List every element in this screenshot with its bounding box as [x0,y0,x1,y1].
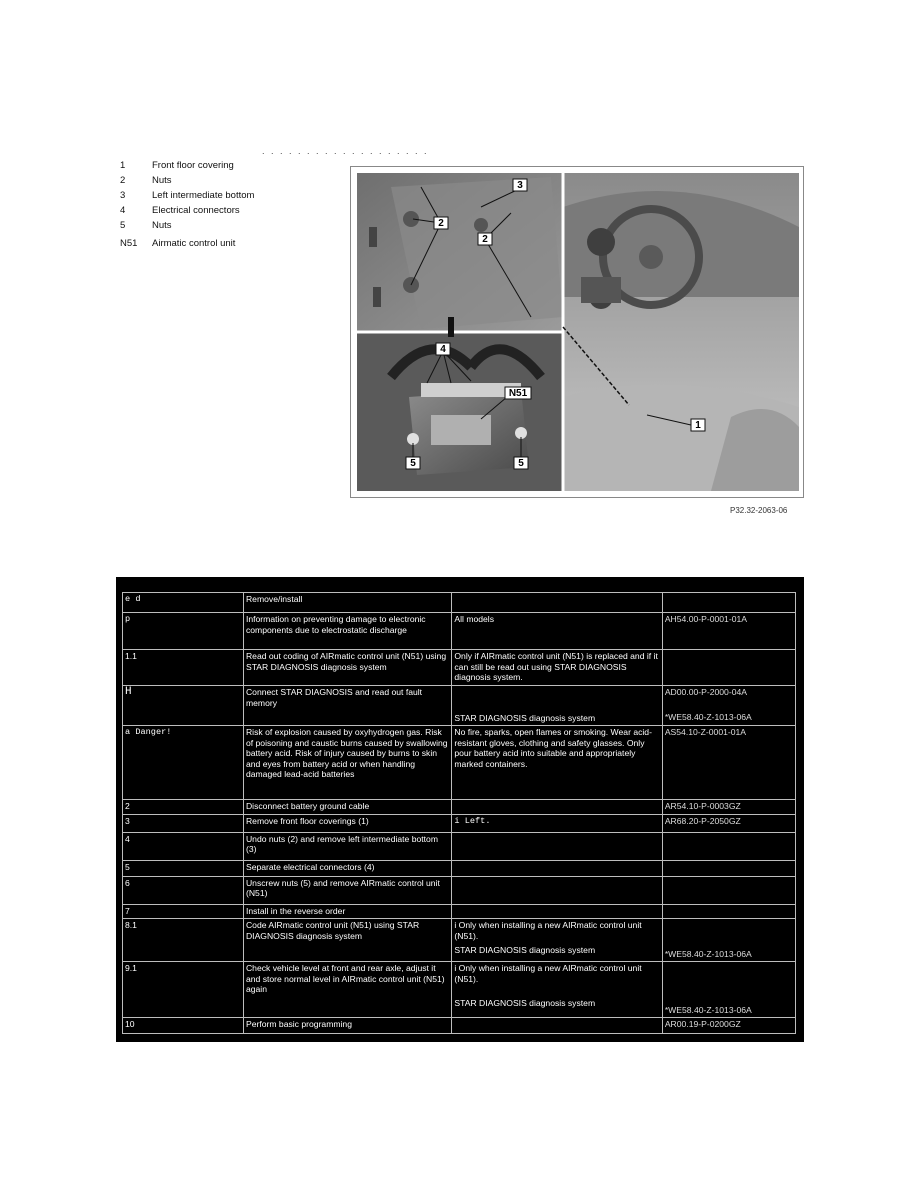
reference-link[interactable]: AH54.00-P-0001-01A [662,613,795,650]
procedure-table [122,592,796,1034]
note-cell [452,832,662,860]
table-row [123,832,796,860]
note-cell [452,876,662,904]
table-row [123,860,796,876]
step-cell: 1.1 [123,650,244,686]
note-cell [452,919,662,962]
reference-cell [662,876,795,904]
table-row [123,650,796,686]
warning-cell: a Danger! [123,726,244,800]
legend-item [120,236,254,251]
table-row [123,1018,796,1034]
table-row [123,919,796,962]
callout-2: 2 [438,218,444,229]
reference-cell [662,860,795,876]
note-cell [452,800,662,815]
action-cell: Undo nuts (2) and remove left intermediate bottom (3) [243,832,451,860]
note-cell: All models [452,613,662,650]
action-cell: Code AIRmatic control unit (N51) using STAR DIAGNOSIS diagnosis system [243,919,451,962]
callout-3: 3 [517,180,523,191]
table-row [123,686,796,726]
note-cell: Only if AIRmatic control unit (N51) is replaced and if it can still be read out using STAR DIAGNOSIS diagnosis system. [452,650,662,686]
action-cell: Remove front floor coverings (1) [243,814,451,832]
action-cell: Separate electrical connectors (4) [243,860,451,876]
table-row [123,613,796,650]
legend-label: Front floor covering [152,160,234,171]
callout-5: 5 [410,458,416,469]
reference-link[interactable]: AR00.19-P-0200GZ [662,1018,795,1034]
reference-cell [662,593,795,613]
callout-n51: N51 [508,388,528,399]
note-text: i Only when installing a new AIRmatic control unit (N51). [454,963,642,984]
note-text: STAR DIAGNOSIS diagnosis system [454,998,596,1008]
step-cell: 2 [123,800,244,815]
table-row [123,726,796,800]
action-cell: Unscrew nuts (5) and remove AIRmatic control unit (N51) [243,876,451,904]
note-text: i Only when installing a new AIRmatic control unit (N51). [454,920,642,941]
legend-item [120,158,254,173]
action-cell: Remove/install [243,593,451,613]
step-cell: 8.1 [123,919,244,962]
header-dotted-line: . . . . . . . . . . . . . . . . . . . [262,146,429,156]
reference-cell [662,904,795,919]
note-cell [452,1018,662,1034]
legend-label: Electrical connectors [152,205,240,216]
step-cell: 4 [123,832,244,860]
figure-callouts [351,167,803,497]
table-row [123,814,796,832]
step-cell: 10 [123,1018,244,1034]
legend-num: 5 [120,220,126,231]
action-cell: Perform basic programming [243,1018,451,1034]
reference-link[interactable]: *WE58.40-Z-1013-06A [662,962,795,1018]
note-cell [452,593,662,613]
note-cell: STAR DIAGNOSIS diagnosis system [452,686,662,726]
callout-1: 1 [695,420,701,431]
table-row [123,962,796,1018]
reference-link[interactable]: AS54.10-Z-0001-01A [662,726,795,800]
legend-num: 3 [120,190,126,201]
procedure-table-panel [116,577,804,1042]
legend-num: 1 [120,160,126,171]
step-cell: 5 [123,860,244,876]
legend-num: N51 [120,238,138,249]
step-cell: p [123,613,244,650]
note-text: STAR DIAGNOSIS diagnosis system [454,945,596,955]
step-cell: 9.1 [123,962,244,1018]
action-cell: Connect STAR DIAGNOSIS and read out fault memory [243,686,451,726]
table-row [123,904,796,919]
legend-label: Nuts [152,175,172,186]
note-cell [452,962,662,1018]
step-cell: e d [123,593,244,613]
step-cell: 6 [123,876,244,904]
legend-item [120,188,254,203]
reference-cell [662,832,795,860]
step-cell: 3 [123,814,244,832]
action-cell: Information on preventing damage to electronic components due to electrostatic discharge [243,613,451,650]
reference-link[interactable]: AD00.00-P-2000-04A [664,687,747,697]
step-cell: H [123,686,244,726]
action-cell: Risk of explosion caused by oxyhydrogen gas. Risk of poisoning and caustic burns caused by swallowing battery acid. Risk of injury caused by burns to skin and eyes from battery acid or when handling damaged lead-acid batteries [243,726,451,800]
callout-2: 2 [482,234,488,245]
reference-link[interactable]: AR54.10-P-0003GZ [662,800,795,815]
action-cell: Check vehicle level at front and rear axle, adjust it and store normal level in AIRmatic control unit (N51) again [243,962,451,1018]
reference-cell [662,650,795,686]
figure-code: P32.32-2063-06 [730,506,788,515]
reference-link[interactable]: *WE58.40-Z-1013-06A [662,919,795,962]
installation-figure [350,166,804,498]
reference-link[interactable]: *WE58.40-Z-1013-06A [664,711,752,722]
table-row [123,800,796,815]
reference-link[interactable]: AR68.20-P-2050GZ [662,814,795,832]
step-cell: 7 [123,904,244,919]
legend-label: Airmatic control unit [152,238,236,249]
reference-cell [662,686,795,726]
callout-4: 4 [440,344,446,355]
note-cell [452,904,662,919]
legend-item [120,203,254,218]
note-cell [452,860,662,876]
action-cell: Read out coding of AIRmatic control unit (N51) using STAR DIAGNOSIS diagnosis system [243,650,451,686]
legend-num: 4 [120,205,126,216]
note-cell: No fire, sparks, open flames or smoking. Wear acid-resistant gloves, clothing and safety glasses. Only pour battery acid into suitable and appropriately marked containers. [452,726,662,800]
legend-item [120,218,254,233]
legend-label: Nuts [152,220,172,231]
note-cell: i Left. [452,814,662,832]
action-cell: Disconnect battery ground cable [243,800,451,815]
table-row [123,593,796,613]
action-cell: Install in the reverse order [243,904,451,919]
legend-item [120,173,254,188]
legend-label: Left intermediate bottom [152,190,255,201]
callout-5: 5 [518,458,524,469]
figure-legend [120,158,254,251]
legend-num: 2 [120,175,126,186]
table-row [123,876,796,904]
